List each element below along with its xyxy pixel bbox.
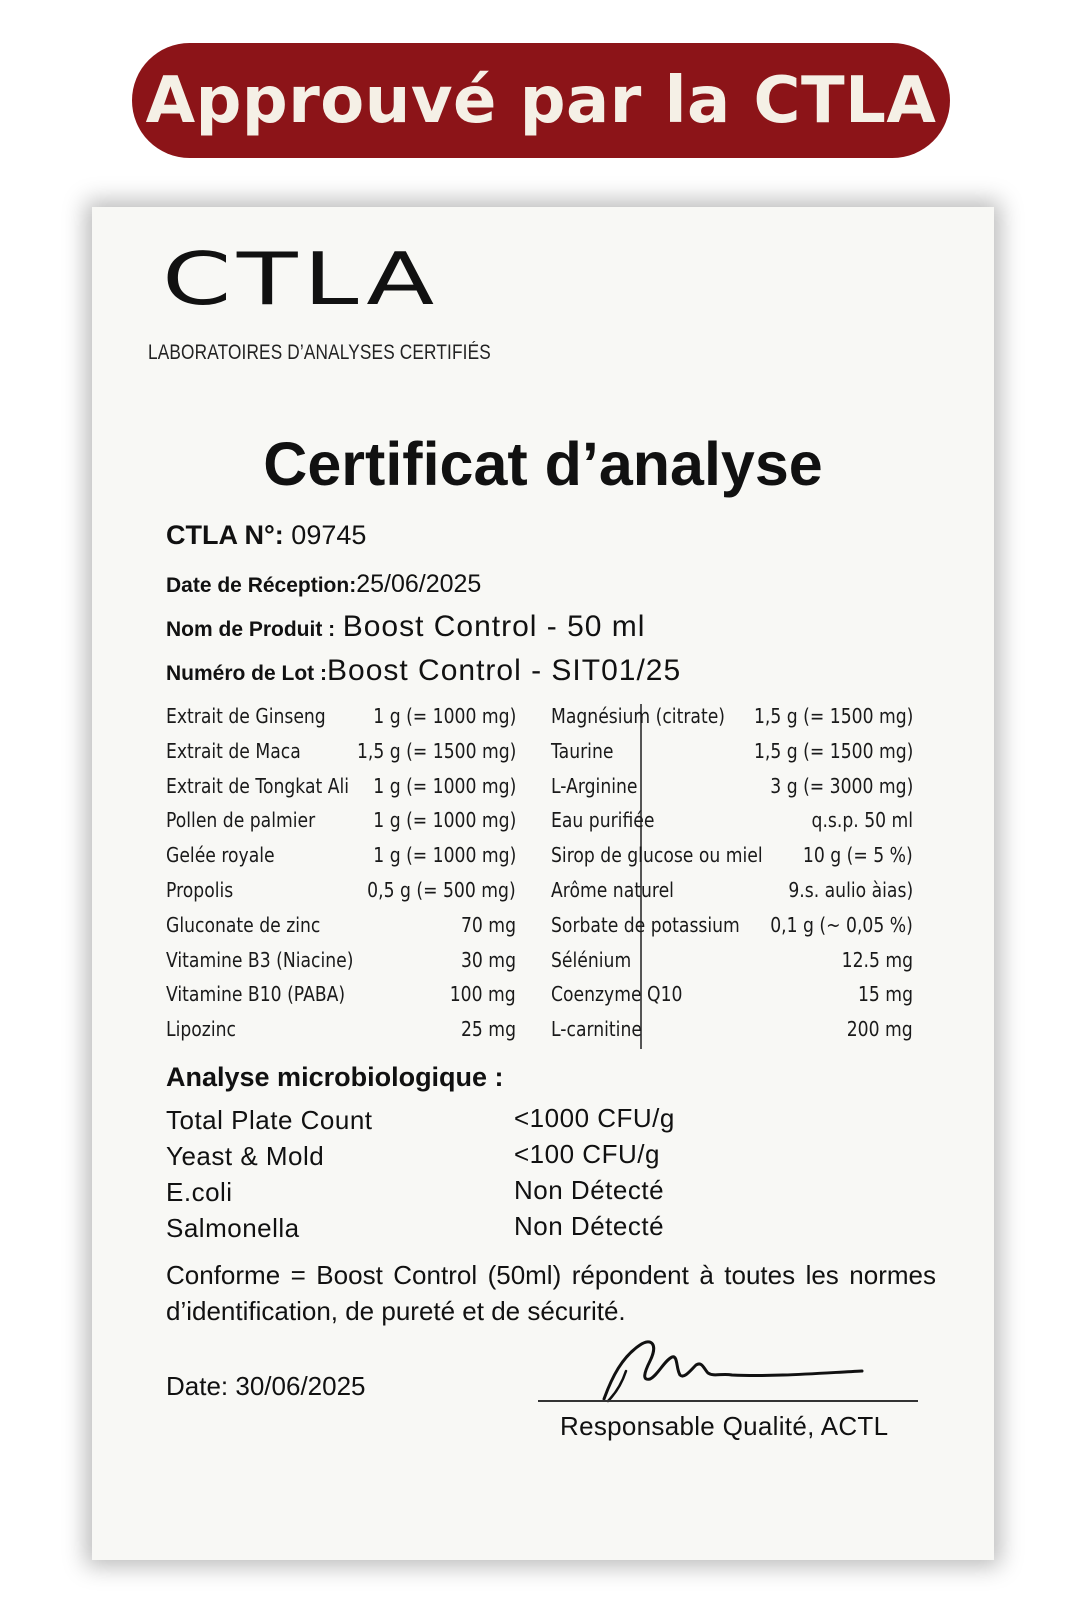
micro-test-name: E.coli [166,1177,233,1207]
ingredient-row [166,948,516,982]
ingredient-row [166,808,516,842]
micro-test-result: <100 CFU/g [514,1139,660,1169]
ingredient-quantity: 200 mg [847,1017,913,1042]
ingredient-quantity: 12.5 mg [841,947,913,972]
ingredient-name: Arôme naturel [551,878,674,902]
banner-text: Approuvé par la CTLA [145,63,937,138]
ingredient-name: Coenzyme Q10 [551,982,683,1007]
reception-line [166,568,481,599]
ingredient-name: L-Arginine [551,773,638,798]
ingredient-quantity: 1,5 g (= 1500 mg) [753,704,913,728]
lab-name: LABORATOIRES D’ANALYSES CERTIFIÉS [148,341,491,364]
ingredient-row [166,704,516,738]
ingredient-row [551,739,913,773]
ingredient-row [551,843,913,877]
ingredient-name: Extrait de Tongkat Ali [166,773,350,798]
ctla-number-line [166,520,366,551]
micro-test-result: Non Détecté [514,1175,665,1205]
ingredient-name: Vitamine B3 (Niacine) [166,947,354,972]
certificate-title: Certificat d’analyse [263,430,823,498]
ingredient-quantity: 15 mg [857,982,913,1007]
ingredient-row [551,878,913,912]
ingredient-name: Extrait de Maca [166,738,301,763]
ingredient-name: Lipozinc [166,1017,236,1042]
micro-test-name: Total Plate Count [166,1105,373,1135]
ingredient-quantity: 9.s. aulio àias) [788,878,913,902]
ingredient-row [551,704,913,738]
conformity-statement: Conforme = Boost Control (50ml) répondent à toutes les normes d’identification, de pureté et de sécurité. [166,1260,936,1326]
ingredient-name: Extrait de Ginseng [166,704,326,728]
issue-date-line [166,1371,366,1402]
ingredient-quantity: 0,1 g (~ 0,05 %) [770,912,913,937]
ingredient-name: Vitamine B10 (PABA) [166,982,346,1007]
ingredient-name: Magnésium (citrate) [551,704,725,728]
issue-date: 30/06/2025 [235,1371,366,1401]
signature-image [592,1327,892,1407]
ingredient-name: Gluconate de zinc [166,912,321,937]
reception-date: 25/06/2025 [356,570,482,598]
ingredient-name: Gelée royale [166,843,275,868]
ingredient-quantity: 1 g (= 1000 mg) [372,704,516,728]
ingredient-quantity: 25 mg [460,1017,516,1042]
signature-line [538,1400,918,1402]
ingredient-quantity: 1,5 g (= 1500 mg) [753,738,913,763]
reception-label: Date de Réception: [166,574,357,597]
approval-banner [132,43,950,158]
ingredient-row [551,774,913,808]
lot-label: Numéro de Lot : [166,662,327,685]
ingredient-name: Propolis [166,878,234,902]
ingredient-quantity: 100 mg [450,982,516,1007]
lot-line [166,654,681,688]
ingredient-row [166,774,516,808]
product-name: Boost Control - 50 ml [342,610,646,643]
ingredient-row [166,1017,516,1051]
ctla-logo: CTLA [162,237,440,321]
micro-test-result: Non Détecté [514,1211,665,1241]
ingredient-name: Sélénium [551,947,632,972]
ingredient-row [551,982,913,1016]
ingredient-quantity: 1 g (= 1000 mg) [372,843,516,868]
ingredient-row [551,808,913,842]
ingredient-quantity: 3 g (= 3000 mg) [769,773,913,798]
certificate-sheet [92,207,994,1560]
micro-test-name: Salmonella [166,1213,300,1243]
ingredient-row [551,948,913,982]
micro-test-result: <1000 CFU/g [514,1103,675,1133]
ingredient-name: Taurine [551,738,614,763]
ingredient-quantity: 1,5 g (= 1500 mg) [356,738,516,763]
ingredient-quantity: 0,5 g (= 500 mg) [367,878,516,902]
ingredient-row [551,1017,913,1051]
ingredient-name: Sorbate de potassium [551,912,740,937]
micro-title: Analyse microbiologique : [166,1062,504,1092]
ingredient-quantity: 70 mg [460,912,516,937]
ingredient-name: Sirop de glucose ou miel [551,843,763,868]
ingredient-row [166,739,516,773]
ingredient-quantity: q.s.p. 50 ml [811,808,913,833]
ingredient-row [166,913,516,947]
ingredient-name: Pollen de palmier [166,808,316,833]
ingredient-quantity: 10 g (= 5 %) [803,843,913,868]
ingredient-row [166,843,516,877]
ingredient-quantity: 1 g (= 1000 mg) [372,808,516,833]
ctla-number-label: CTLA N°: [166,520,284,550]
product-line [166,610,645,644]
ingredient-quantity: 30 mg [460,947,516,972]
ingredient-row [166,982,516,1016]
ingredient-quantity: 1 g (= 1000 mg) [372,773,516,798]
ingredient-name: L-carnitine [551,1017,642,1042]
ingredient-row [551,913,913,947]
product-label: Nom de Produit : [166,618,336,641]
date-label: Date: [166,1371,229,1401]
ctla-number: 09745 [291,520,367,550]
ingredient-row [166,878,516,912]
micro-test-name: Yeast & Mold [166,1141,325,1171]
lot-value: Boost Control - SIT01/25 [327,654,682,687]
ingredient-name: Eau purifiée [551,808,655,833]
signatory-caption: Responsable Qualité, ACTL [560,1411,889,1441]
